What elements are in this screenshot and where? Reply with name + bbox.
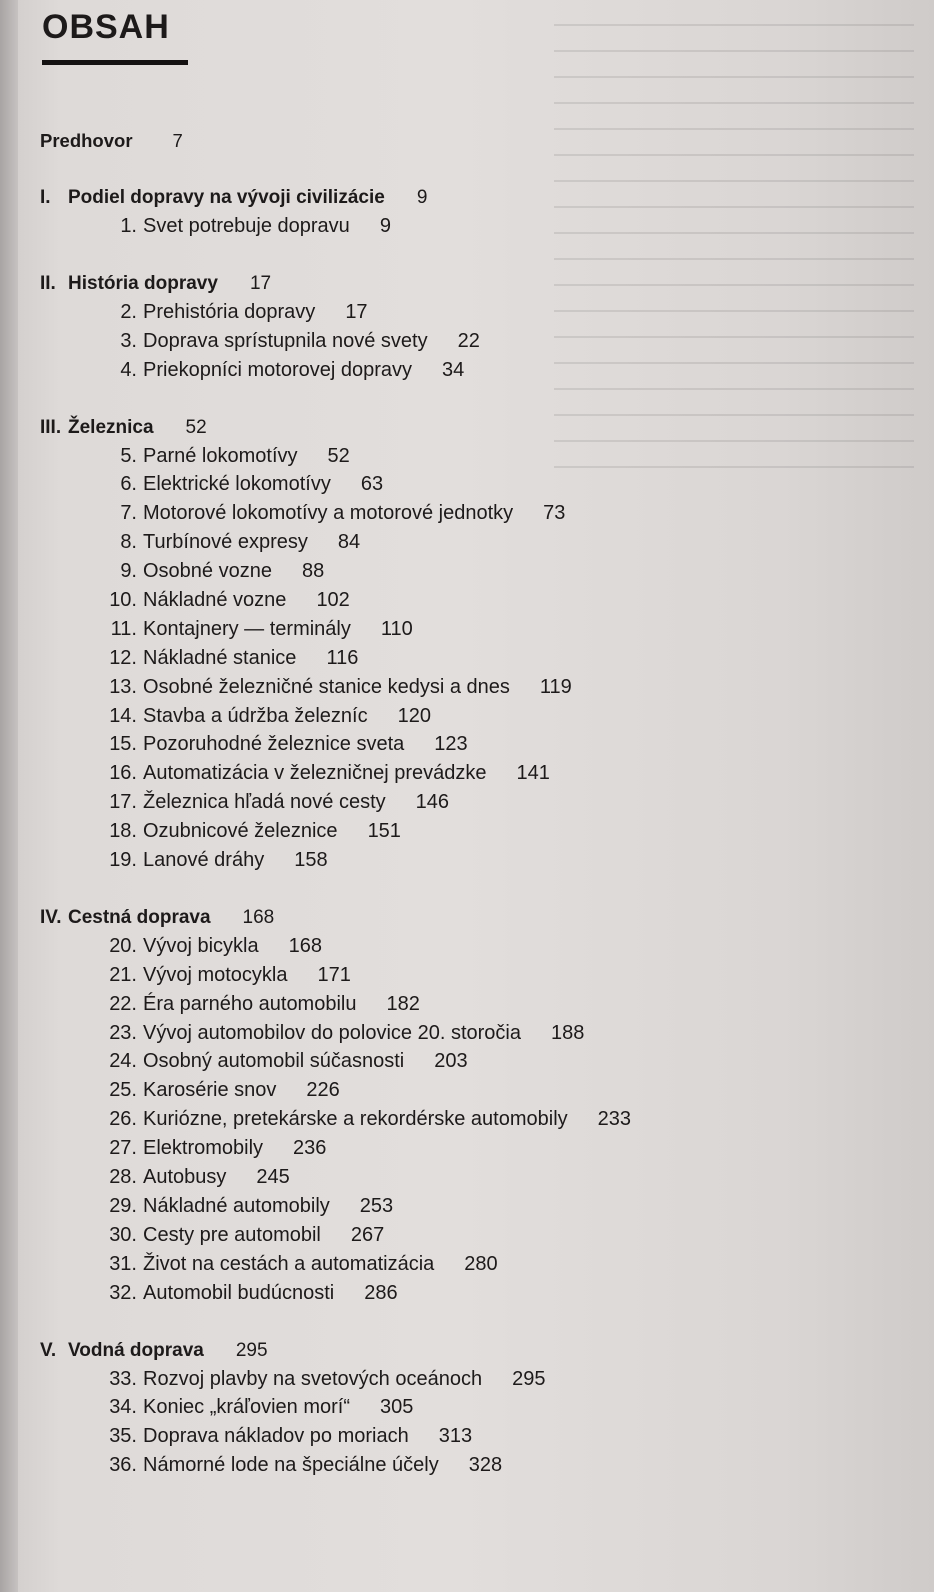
part-page: 9 — [416, 187, 428, 208]
chapter-number: 30. — [109, 1223, 137, 1246]
chapter-page: 168 — [288, 934, 322, 957]
chapter-title: Stavba a údržba železníc — [143, 704, 368, 727]
title-underline — [42, 60, 188, 65]
preface-page: 7 — [172, 130, 183, 151]
chapter-page: 17 — [345, 300, 368, 323]
chapter-page: 119 — [539, 675, 572, 698]
chapter-entry — [40, 356, 900, 385]
part-page: 295 — [235, 1339, 268, 1361]
chapter-number: 7. — [120, 502, 137, 525]
chapter-page: 158 — [294, 849, 328, 872]
chapter-title: Prehistória dopravy — [143, 300, 316, 323]
chapter-title: Svet potrebuje dopravu — [143, 215, 350, 237]
chapter-title: Vývoj bicykla — [143, 934, 259, 957]
chapter-page: 146 — [415, 791, 450, 814]
chapter-entry — [40, 1019, 900, 1048]
chapter-page: 151 — [367, 820, 401, 843]
part-page: 52 — [185, 416, 207, 438]
chapter-page: 295 — [512, 1367, 546, 1390]
chapter-page: 188 — [551, 1021, 585, 1044]
chapter-entry — [40, 1105, 900, 1134]
part-number: III. — [40, 416, 62, 438]
chapter-title: Priekopníci motorovej dopravy — [143, 358, 413, 381]
chapter-page: 328 — [468, 1454, 503, 1477]
chapter-number: 12. — [109, 646, 137, 669]
chapter-number: 9. — [120, 560, 137, 583]
part-heading — [40, 413, 900, 442]
chapter-title: Doprava sprístupnila nové svety — [143, 329, 428, 352]
chapter-entry — [40, 1047, 900, 1076]
part-heading — [40, 183, 900, 212]
chapter-entry — [40, 1365, 900, 1394]
chapter-title: Motorové lokomotívy a motorové jednotky — [143, 502, 514, 525]
part-title: História dopravy — [68, 272, 218, 294]
chapter-number: 1. — [120, 215, 137, 237]
chapter-page: 141 — [516, 762, 550, 785]
chapter-entry — [40, 615, 900, 644]
chapter-page: 171 — [317, 963, 351, 986]
preface-entry — [40, 126, 900, 155]
chapter-page: 52 — [327, 444, 350, 467]
chapter-page: 182 — [386, 992, 420, 1015]
chapter-number: 13. — [109, 675, 137, 698]
chapter-number: 25. — [109, 1079, 137, 1102]
chapter-entry — [40, 327, 900, 356]
chapter-page: 226 — [306, 1079, 340, 1102]
chapter-number: 19. — [109, 849, 137, 872]
chapter-page: 280 — [464, 1252, 498, 1275]
chapter-number: 2. — [120, 300, 137, 323]
chapter-entry — [40, 1279, 900, 1308]
chapter-page: 267 — [350, 1223, 385, 1246]
chapter-entry — [40, 499, 900, 528]
part-number: IV. — [40, 906, 62, 928]
chapter-page: 245 — [256, 1166, 290, 1189]
chapter-title: Elektromobily — [143, 1137, 264, 1160]
part-page: 168 — [242, 906, 275, 928]
chapter-title: Turbínové expresy — [143, 531, 308, 554]
chapter-title: Osobný automobil súčasnosti — [143, 1050, 405, 1073]
chapter-page: 22 — [457, 329, 480, 352]
chapter-title: Ozubnicové železnice — [143, 820, 338, 843]
chapter-entry — [40, 557, 900, 586]
chapter-title: Život na cestách a automatizácia — [143, 1252, 435, 1275]
chapter-title: Koniec „kráľovien morí“ — [143, 1396, 351, 1419]
chapter-page: 110 — [380, 617, 413, 640]
chapter-page: 203 — [434, 1050, 468, 1073]
chapter-entry — [40, 1250, 900, 1279]
chapter-title: Doprava nákladov po moriach — [143, 1425, 409, 1448]
chapter-page: 236 — [293, 1137, 327, 1160]
chapter-title: Nákladné vozne — [143, 589, 287, 612]
chapter-entry — [40, 1451, 900, 1480]
chapter-number: 21. — [109, 963, 137, 986]
chapter-title: Karosérie snov — [143, 1079, 277, 1102]
chapter-title: Parné lokomotívy — [143, 444, 298, 467]
chapter-title: Éra parného automobilu — [143, 992, 357, 1015]
chapter-number: 28. — [109, 1166, 137, 1189]
part-heading — [40, 903, 900, 932]
part-title: Železnica — [68, 416, 154, 438]
chapter-number: 26. — [109, 1108, 137, 1131]
page-title: OBSAH — [42, 8, 170, 46]
chapter-title: Nákladné automobily — [143, 1194, 330, 1217]
part-title: Cestná doprava — [68, 906, 211, 928]
chapter-page: 120 — [397, 704, 431, 727]
chapter-entry — [40, 730, 900, 759]
chapter-title: Cesty pre automobil — [143, 1223, 321, 1246]
chapter-title: Pozoruhodné železnice sveta — [143, 733, 405, 756]
chapter-number: 6. — [120, 473, 137, 496]
chapter-number: 33. — [109, 1367, 137, 1390]
chapter-number: 15. — [109, 733, 137, 756]
chapter-number: 31. — [109, 1252, 137, 1275]
chapter-title: Železnica hľadá nové cesty — [143, 791, 386, 814]
chapter-title: Rozvoj plavby na svetových oceánoch — [143, 1367, 483, 1390]
chapter-page: 34 — [442, 358, 465, 381]
chapter-page: 123 — [434, 733, 468, 756]
chapter-number: 3. — [120, 329, 137, 352]
chapter-page: 88 — [301, 560, 325, 583]
table-of-contents — [40, 126, 900, 1480]
chapter-page: 63 — [360, 473, 384, 496]
chapter-title: Osobné železničné stanice kedysi a dnes — [143, 675, 510, 698]
chapter-entry — [40, 990, 900, 1019]
chapter-entry — [40, 1393, 900, 1422]
chapter-number: 34. — [109, 1396, 137, 1419]
chapter-title: Nákladné stanice — [143, 646, 297, 669]
chapter-entry — [40, 1163, 900, 1192]
chapter-entry — [40, 644, 900, 673]
chapter-title: Elektrické lokomotívy — [143, 473, 331, 496]
chapter-page: 305 — [380, 1396, 414, 1419]
chapter-number: 35. — [109, 1425, 137, 1448]
chapter-entry — [40, 673, 900, 702]
part-number: V. — [40, 1339, 57, 1361]
chapter-number: 5. — [120, 444, 137, 467]
chapter-title: Vývoj motocykla — [143, 963, 288, 986]
part-heading — [40, 1336, 900, 1365]
chapter-entry — [40, 961, 900, 990]
chapter-page: 102 — [316, 589, 350, 612]
chapter-entry — [40, 1221, 900, 1250]
chapter-page: 116 — [326, 646, 359, 669]
part-title: Vodná doprava — [68, 1339, 204, 1361]
part-number: II. — [40, 272, 56, 294]
chapter-page: 84 — [337, 531, 361, 554]
chapter-number: 27. — [109, 1137, 137, 1160]
chapter-title: Automatizácia v železničnej prevádzke — [143, 762, 487, 785]
chapter-title: Lanové dráhy — [143, 849, 265, 872]
chapter-number: 4. — [120, 358, 137, 381]
chapter-number: 22. — [109, 992, 137, 1015]
chapter-entry — [40, 1192, 900, 1221]
chapter-entry — [40, 702, 900, 731]
chapter-title: Autobusy — [143, 1166, 227, 1189]
chapter-page: 313 — [438, 1425, 473, 1448]
chapter-number: 17. — [109, 791, 137, 814]
chapter-entry — [40, 1422, 900, 1451]
chapter-entry — [40, 212, 900, 241]
chapter-number: 32. — [109, 1281, 137, 1304]
chapter-title: Kuriózne, pretekárske a rekordérske automobily — [143, 1108, 568, 1131]
chapter-number: 18. — [109, 820, 137, 843]
chapter-page: 73 — [543, 502, 566, 525]
chapter-number: 36. — [109, 1454, 137, 1477]
chapter-page: 286 — [364, 1281, 398, 1304]
chapter-number: 29. — [109, 1194, 137, 1217]
chapter-number: 11. — [110, 617, 137, 640]
part-page: 17 — [249, 272, 272, 294]
chapter-page: 9 — [379, 215, 391, 237]
preface-label: Predhovor — [40, 130, 133, 151]
chapter-entry — [40, 759, 900, 788]
chapter-title: Kontajnery — terminály — [143, 617, 351, 640]
chapter-number: 8. — [120, 531, 137, 554]
chapter-title: Osobné vozne — [143, 560, 272, 583]
chapter-entry — [40, 528, 900, 557]
chapter-entry — [40, 1134, 900, 1163]
chapter-number: 16. — [109, 762, 137, 785]
chapter-number: 23. — [109, 1021, 137, 1044]
chapter-entry — [40, 846, 900, 875]
chapter-entry — [40, 932, 900, 961]
chapter-number: 24. — [109, 1050, 137, 1073]
chapter-entry — [40, 298, 900, 327]
chapter-entry — [40, 1076, 900, 1105]
chapter-entry — [40, 788, 900, 817]
chapter-entry — [40, 470, 900, 499]
part-title: Podiel dopravy na vývoji civilizácie — [68, 187, 385, 208]
chapter-number: 14. — [109, 704, 137, 727]
chapter-title: Automobil budúcnosti — [143, 1281, 335, 1304]
chapter-entry — [40, 442, 900, 471]
chapter-page: 233 — [597, 1108, 632, 1131]
page-gutter-shadow — [0, 0, 18, 1592]
chapter-title: Námorné lode na špeciálne účely — [143, 1454, 439, 1477]
part-heading — [40, 269, 900, 298]
part-number: I. — [40, 187, 51, 208]
chapter-number: 10. — [109, 589, 137, 612]
chapter-number: 20. — [109, 934, 137, 957]
chapter-entry — [40, 817, 900, 846]
chapter-entry — [40, 586, 900, 615]
chapter-title: Vývoj automobilov do polovice 20. storočia — [143, 1021, 521, 1044]
chapter-page: 253 — [359, 1194, 394, 1217]
